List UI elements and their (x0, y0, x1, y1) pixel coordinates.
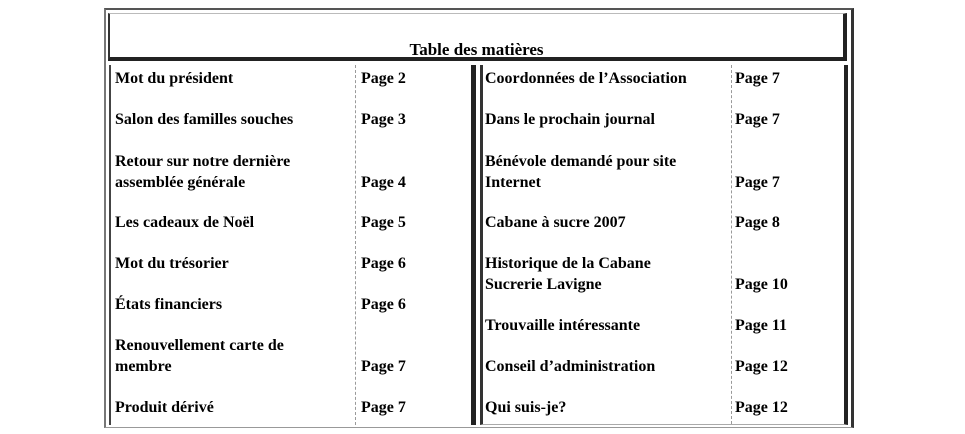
toc-entry-title: Mot du président (115, 70, 234, 87)
toc-entry-title-cont: assemblée générale (115, 174, 246, 191)
toc-entry-page: Page 7 (361, 399, 406, 416)
toc-entry-page: Page 7 (735, 111, 780, 128)
toc-entry-title: Coordonnées de l’Association (485, 70, 687, 87)
toc-entry-page: Page 6 (361, 255, 406, 272)
toc-entry-title: Cabane à sucre 2007 (485, 214, 626, 231)
toc-entry-title: Conseil d’administration (485, 358, 656, 375)
toc-entry-page: Page 2 (361, 70, 406, 87)
toc-column-left (109, 65, 476, 425)
toc-column-right (480, 65, 848, 425)
toc-title-box (108, 13, 847, 61)
toc-entry-page: Page 3 (361, 111, 406, 128)
toc-entry-title: Historique de la Cabane (485, 255, 651, 272)
toc-entry-page: Page 4 (361, 174, 406, 191)
toc-entry-page: Page 7 (735, 174, 780, 191)
toc-entry-title-cont: Internet (485, 174, 541, 191)
toc-entry-title-cont: membre (115, 358, 172, 375)
toc-entry-title: Renouvellement carte de (115, 337, 284, 354)
toc-entry-title: Salon des familles souches (115, 111, 294, 128)
toc-entry-title: Qui suis-je? (485, 399, 567, 416)
toc-entry-page: Page 12 (735, 358, 788, 375)
toc-entry-page: Page 7 (361, 358, 406, 375)
toc-entry-page: Page 7 (735, 70, 780, 87)
toc-entry-title: Mot du trésorier (115, 255, 229, 272)
toc-entry-page: Page 11 (735, 317, 787, 334)
toc-entry-page: Page 8 (735, 214, 780, 231)
toc-entry-title: Produit dérivé (115, 399, 214, 416)
toc-entry-page: Page 10 (735, 276, 788, 293)
toc-entry-title: États financiers (115, 296, 223, 313)
toc-title: Table des matières (409, 40, 544, 59)
toc-entry-title: Trouvaille intéressante (485, 317, 641, 334)
column-divider (731, 65, 732, 424)
toc-entry-title: Dans le prochain journal (485, 111, 655, 128)
column-divider (355, 65, 356, 425)
toc-entry-page: Page 12 (735, 399, 788, 416)
toc-entry-title: Retour sur notre dernière (115, 153, 291, 170)
toc-entry-title: Bénévole demandé pour site (485, 153, 677, 170)
toc-entry-page: Page 5 (361, 214, 406, 231)
toc-entry-page: Page 6 (361, 296, 406, 313)
toc-entry-title-cont: Sucrerie Lavigne (485, 276, 602, 293)
toc-entry-title: Les cadeaux de Noël (115, 214, 255, 231)
